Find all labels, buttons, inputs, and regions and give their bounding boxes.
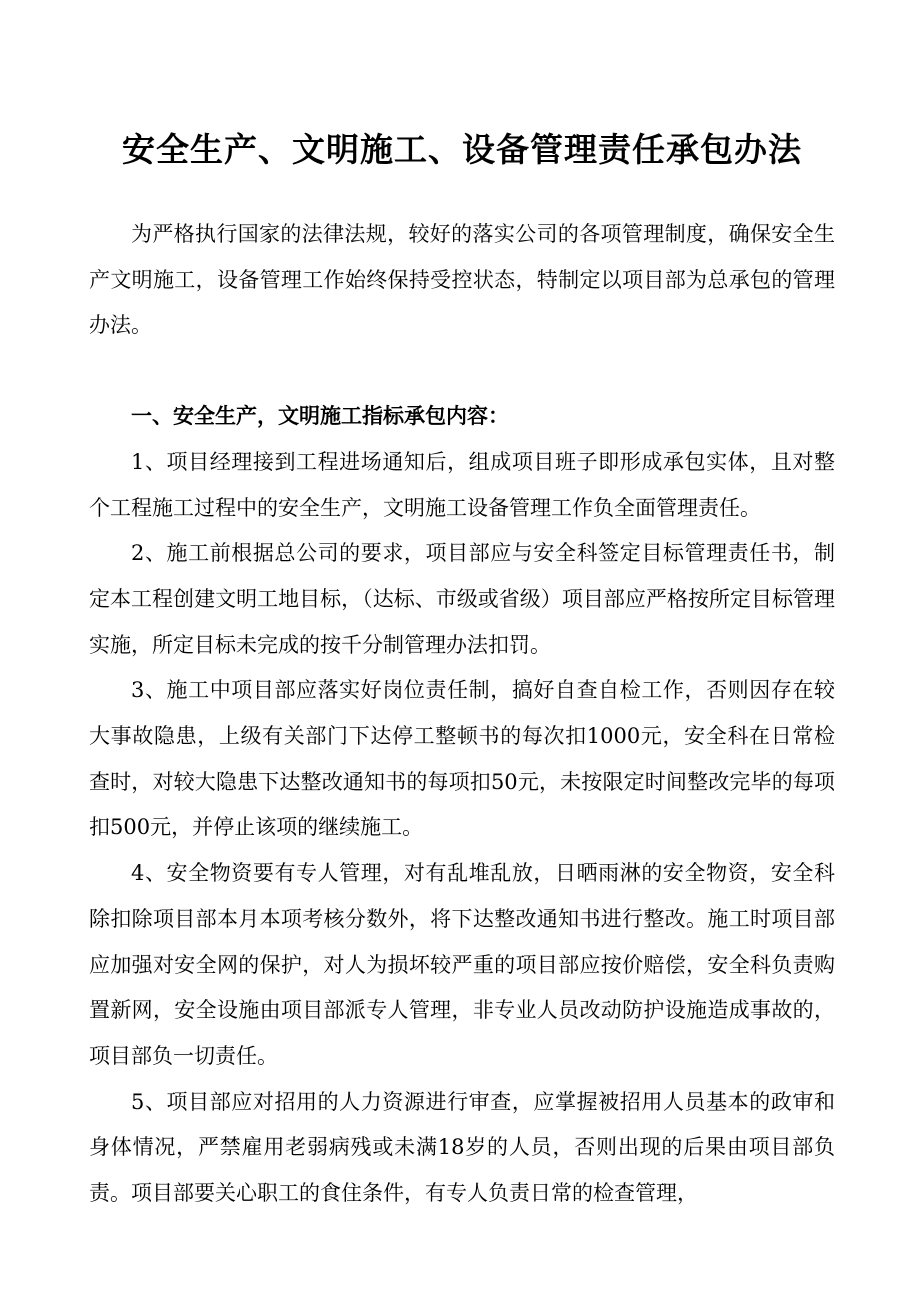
intro-paragraph: 为严格执行国家的法律法规，较好的落实公司的各项管理制度，确保安全生产文明施工，设备管理工作始终保持受控状态，特制定以项目部为总承包的管理办法。 [89, 222, 835, 338]
section-heading: 一、安全生产，文明施工指标承包内容： [131, 404, 509, 429]
clause-paragraph-1: 1、项目经理接到工程进场通知后，组成项目班子即形成承包实体，且对整个工程施工过程中的安全生产，文明施工设备管理工作负全面管理责任。 [89, 449, 835, 520]
clause-paragraph-4: 4、安全物资要有专人管理，对有乱堆乱放，日晒雨淋的安全物资，安全科除扣除项目部本月本项考核分数外，将下达整改通知书进行整改。施工时项目部应加强对安全网的保护，对人为损坏较严重的项目部应按价赔偿，安全科负责购置新网，安全设施由项目部派专人管理，非专业人员改动防护设施造成事故的，项目部负一切责任。 [89, 861, 835, 1068]
document-title: 安全生产、文明施工、设备管理责任承包办法 [122, 130, 802, 169]
clause-paragraph-2: 2、施工前根据总公司的要求，项目部应与安全科签定目标管理责任书，制定本工程创建文明工地目标，（达标、市级或省级）项目部应严格按所定目标管理实施，所定目标未完成的按千分制管理办法扣罚。 [89, 541, 835, 657]
clause-paragraph-3: 3、施工中项目部应落实好岗位责任制，搞好自查自检工作，否则因存在较大事故隐患，上级有关部门下达停工整顿书的每次扣1000元，安全科在日常检查时，对较大隐患下达整改通知书的每项扣50元，未按限定时间整改完毕的每项扣500元，并停止该项的继续施工。 [89, 678, 835, 840]
document-body [89, 212, 835, 1217]
clause-paragraph-5: 5、项目部应对招用的人力资源进行审查，应掌握被招用人员基本的政审和身体情况，严禁雇用老弱病残或未满18岁的人员，否则出现的后果由项目部负责。项目部要关心职工的食住条件，有专人负责日常的检查管理， [89, 1089, 835, 1206]
